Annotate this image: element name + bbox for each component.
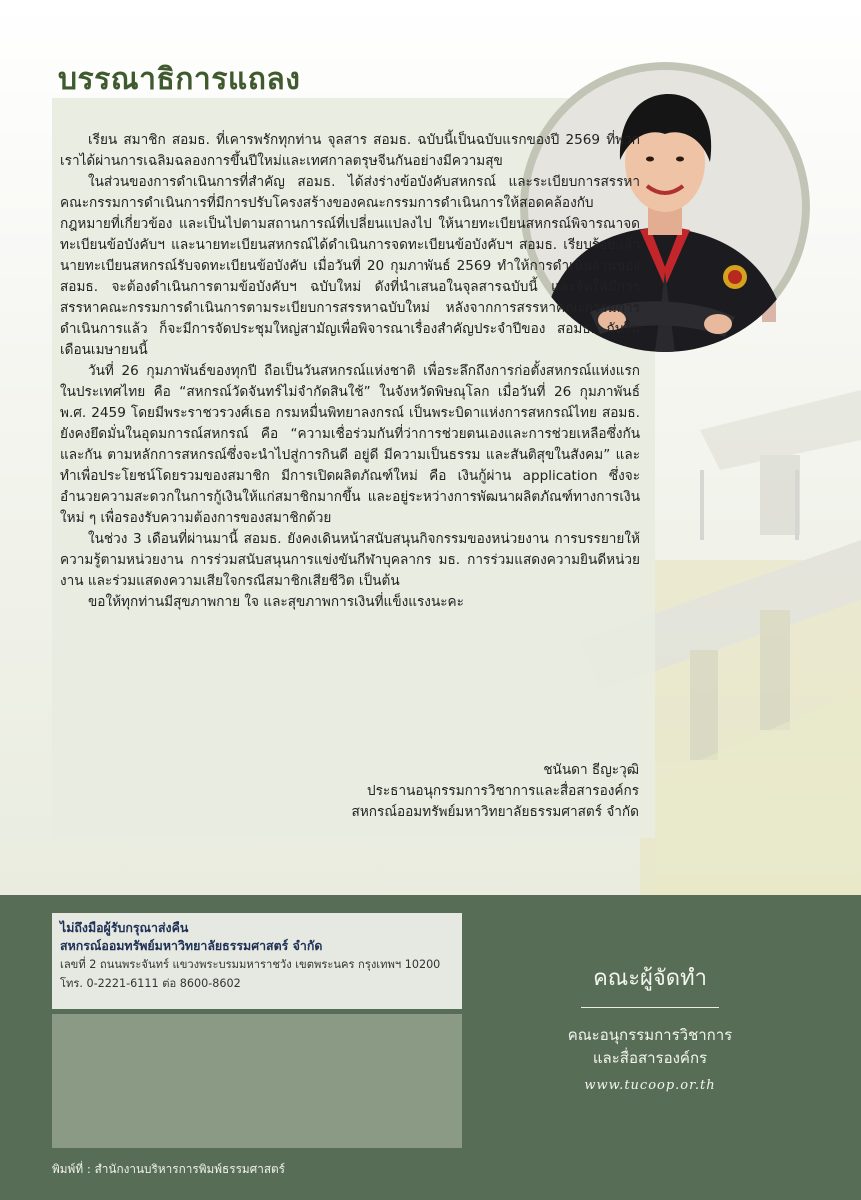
editorial-body	[60, 130, 640, 613]
signature-name: ชนันดา ธีญะวุฒิ	[543, 762, 639, 778]
signature-block	[352, 760, 639, 823]
return-org-name: สหกรณ์ออมทรัพย์มหาวิทยาลัยธรรมศาสตร์ จำกัด	[60, 938, 323, 953]
paragraph-greeting: เรียน สมาชิก สอมธ. ที่เคารพรักทุกท่าน จุลสาร สอมธ. ฉบับนี้เป็นฉบับแรกของปี 2569 ที่พวกเราได้ผ่านการเฉลิมฉลองการขึ้นปีใหม่และเทศกาลตรุษจีนกันอย่างมีความสุข	[60, 132, 640, 169]
credits-block	[560, 960, 740, 1093]
credits-committee-line2: และสื่อสารองค์กร	[592, 1049, 708, 1067]
signature-position: ประธานอนุกรรมการวิชาการและสื่อสารองค์กร	[366, 783, 639, 799]
return-address-box	[52, 913, 462, 1009]
credits-divider	[581, 1007, 719, 1008]
paragraph-cooperative-day: วันที่ 26 กุมภาพันธ์ของทุกปี ถือเป็นวันสหกรณ์แห่งชาติ เพื่อระลึกถึงการก่อตั้งสหกรณ์แห่งแรกในประเทศไทย คือ “สหกรณ์วัดจันทร์ไม่จำกัดสินใช้” ในจังหวัดพิษณุโลก เมื่อวันที่ 26 กุมภาพันธ์ พ.ศ. 2459 โดยมีพระราชวรวงศ์เธอ กรมหมื่นพิทยาลงกรณ์ เป็นพระบิดาแห่งการสหกรณ์ไทย สอมธ. ยังคงยึดมั่นในอุดมการณ์สหกรณ์ คือ “ความเชื่อร่วมกันที่ว่าการช่วยตนเองและการช่วยเหลือซึ่งกันและกัน ตามหลักการสหกรณ์ซึ่งจะนำไปสู่การกินดี อยู่ดี มีความเป็นธรรม และสันติสุขในสังคม” และทำเพื่อประโยชน์โดยรวมของสมาชิก มีการเปิดผลิตภัณฑ์ใหม่ คือ เงินกู้ผ่าน application ซึ่งจะอำนวยความสะดวกในการกู้เงินให้แก่สมาชิกมากขึ้น และอยู่ระหว่างการพัฒนาผลิตภัณฑ์ทางการเงินใหม่ ๆ เพื่อรองรับความต้องการของสมาชิกด้วย	[60, 363, 640, 526]
credits-heading: คณะผู้จัดทำ	[593, 966, 707, 991]
return-street-address: เลขที่ 2 ถนนพระจันทร์ แขวงพระบรมมหาราชวัง เขตพระนคร กรุงเทพฯ 10200	[60, 958, 441, 971]
page-title: บรรณาธิการแถลง	[58, 62, 301, 97]
printer-credit: พิมพ์ที่ : สำนักงานบริหารการพิมพ์ธรรมศาสตร์	[52, 1162, 286, 1176]
recipient-address-area	[52, 1014, 462, 1148]
signature-org: สหกรณ์ออมทรัพย์มหาวิทยาลัยธรรมศาสตร์ จำกัด	[351, 804, 639, 820]
paragraph-bylaws: ในส่วนของการดำเนินการที่สำคัญ สอมธ. ได้ส่งร่างข้อบังคับสหกรณ์ และระเบียบการสรรหาคณะกรรมการดำเนินการที่มีการปรับโครงสร้างของคณะกรรมการดำเนินการให้สอดคล้องกับกฎหมายที่เกี่ยวข้อง และเป็นไปตามสถานการณ์ที่เปลี่ยนแปลงไป ให้นายทะเบียนสหกรณ์พิจารณาจดทะเบียนข้อบังคับฯ และนายทะเบียนสหกรณ์ได้ดำเนินการจดทะเบียนข้อบังคับฯ สอมธ. เรียบร้อยแล้ว นายทะเบียนสหกรณ์รับจดทะเบียนข้อบังคับ เมื่อวันที่ 20 กุมภาพันธ์ 2569 ทำให้การดำเนินงานของ สอมธ. จะต้องดำเนินการตามข้อบังคับฯ ฉบับใหม่ ดังที่นำเสนอในจุลสารฉบับนี้ และจัดให้มีการสรรหาคณะกรรมการดำเนินการตามระเบียบการสรรหาฉบับใหม่ หลังจากการสรรหาคณะกรรมการดำเนินการแล้ว ก็จะมีการจัดประชุมใหญ่สามัญเพื่อพิจารณาเรื่องสำคัญประจำปีของ สอมธ. กันในเดือนเมษายนนี้	[60, 174, 640, 358]
return-phone: โทร. 0-2221-6111 ต่อ 8600-8602	[60, 977, 241, 990]
paragraph-closing: ขอให้ทุกท่านมีสุขภาพกาย ใจ และสุขภาพการเงินที่แข็งแรงนะคะ	[88, 594, 464, 610]
return-notice: ไม่ถึงมือผู้รับกรุณาส่งคืน	[60, 920, 189, 935]
website-link[interactable]: www.tucoop.or.th	[584, 1078, 716, 1093]
paragraph-activities: ในช่วง 3 เดือนที่ผ่านมานี้ สอมธ. ยังคงเดินหน้าสนับสนุนกิจกรรมของหน่วยงาน การบรรยายให้ความรู้ตามหน่วยงาน การร่วมสนับสนุนการแข่งขันกีฬาบุคลากร มธ. การร่วมแสดงความยินดีหน่วยงาน และร่วมแสดงความเสียใจกรณีสมาชิกเสียชีวิต เป็นต้น	[60, 531, 640, 589]
credits-committee-line1: คณะอนุกรรมการวิชาการ	[567, 1026, 733, 1044]
